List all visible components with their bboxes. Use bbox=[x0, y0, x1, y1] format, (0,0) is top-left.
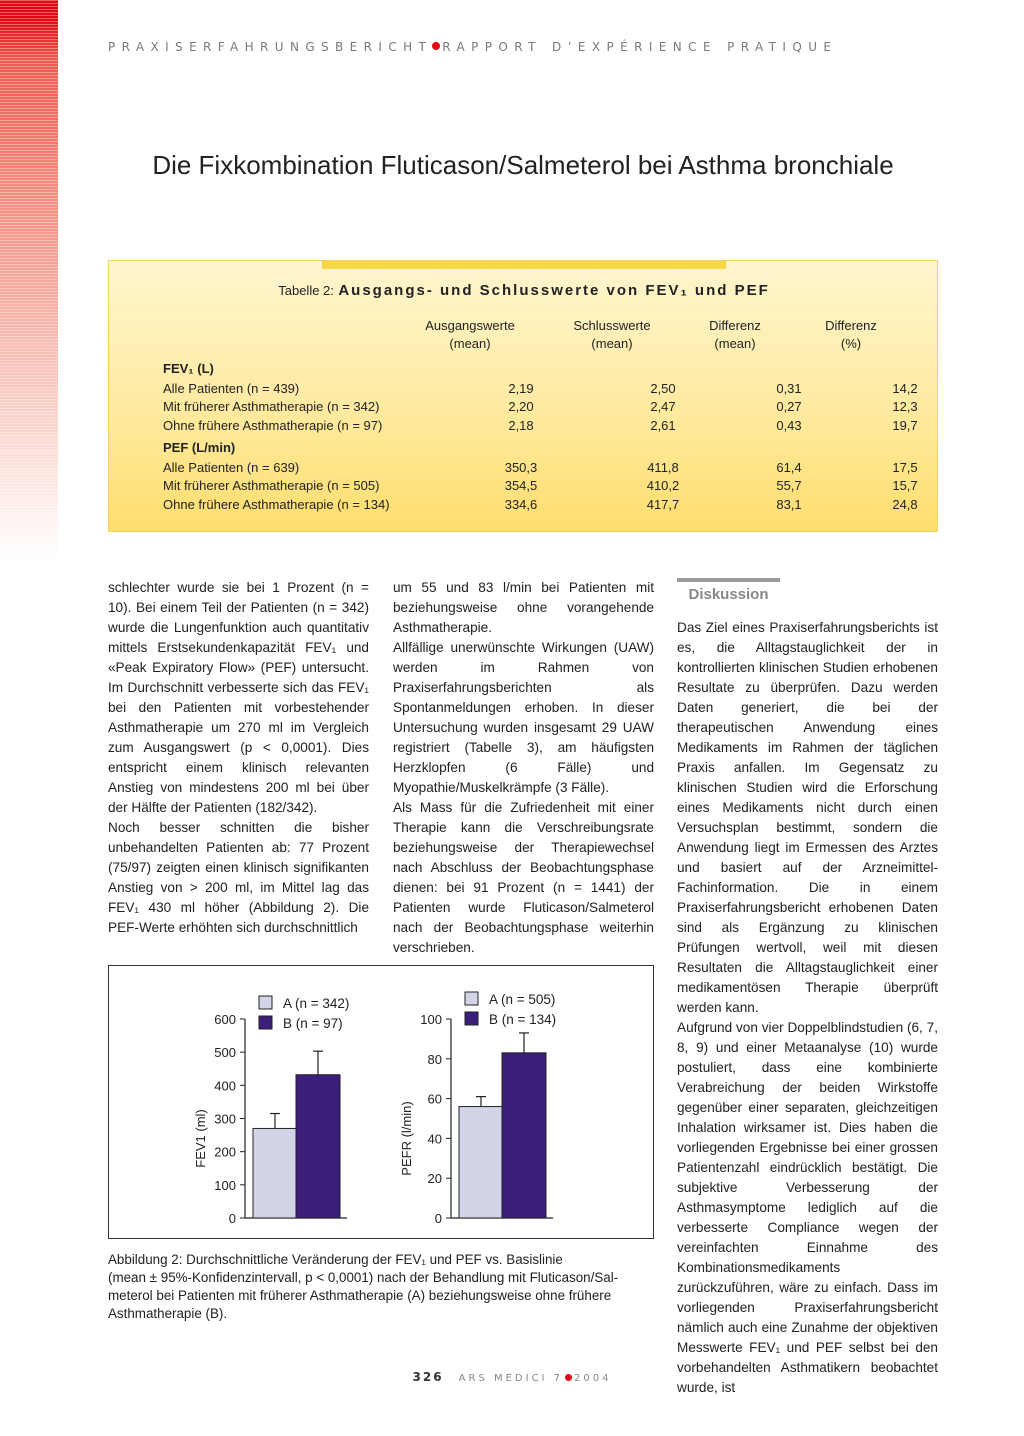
y-axis-title: PEFR (l/min) bbox=[399, 1101, 414, 1176]
paragraph: Noch besser schnitten die bisher unbehandelten Patienten ab: 77 Prozent (75/97) zeigten einen klinisch signifikanten Anstieg von > 200 ml, im Mittel lag das FEV₁ 430 ml höher (Abbildung 2). Die PEF-Werte erhöhten sich durchschnittlich bbox=[108, 820, 369, 935]
y-tick-label: 60 bbox=[427, 1091, 442, 1107]
y-tick-label: 400 bbox=[214, 1078, 236, 1094]
running-head-de: PRAXISERFAHRUNGSBERICHT bbox=[108, 40, 433, 54]
running-head bbox=[108, 40, 938, 54]
group-heading: FEV₁ (L) bbox=[163, 361, 214, 376]
group-heading: PEF (L/min) bbox=[163, 440, 236, 455]
table-title: Ausgangs- und Schlusswerte von FEV₁ und PEF bbox=[338, 282, 770, 299]
column-header: Schlusswerte (mean) bbox=[573, 318, 651, 351]
legend-swatch bbox=[465, 1012, 478, 1025]
legend-label: A (n = 342) bbox=[283, 996, 350, 1011]
paragraph: Als Mass für die Zufriedenheit mit einer Therapie kann die Verschreibungsrate beziehungsweise der Therapiewechsel nach Abschluss der Beobachtungsphase dienen: bei 91 Prozent (n = 1441) der Patienten wurde Fluticason/Salmeterol nach der Beobachtungsphase weiterhin verschrieben. bbox=[393, 800, 654, 955]
legend-swatch bbox=[259, 1016, 272, 1029]
legend-label: A (n = 505) bbox=[489, 992, 556, 1007]
y-tick-label: 100 bbox=[214, 1177, 236, 1193]
legend-label: B (n = 134) bbox=[489, 1012, 557, 1027]
decorative-side-stripe bbox=[0, 0, 58, 560]
column-header: Differenz (mean) bbox=[709, 318, 761, 351]
bullet-icon bbox=[432, 42, 440, 50]
legend-swatch bbox=[259, 996, 272, 1009]
table-row: Alle Patienten (n = 639) 350,3 411,8 61,4 17,5 bbox=[163, 460, 918, 475]
bar bbox=[502, 1053, 546, 1218]
article-title: Die Fixkombination Fluticason/Salmeterol bei Asthma bronchiale bbox=[152, 150, 894, 180]
paragraph: Das Ziel eines Praxiserfahrungsberichts ist es, die Alltagstauglichkeit der in kontrollierten klinischen Studien erhobenen Resultate zu überprüfen. Dazu werden Daten generiert, die bei der therapeutischen Anwendung eines Medikaments im Rahmen der täglichen Praxis anfallen. Im Gegensatz zu klinischen Studien wird die Erforschung eines Medikaments nicht durch einen Versuchsplan bestimmt, sondern die Anwendung liegt im Ermessen des Arztes und basiert auf der Arzneimittel-Fachinformation. Die in einem Praxiserfahrungsbericht erhobenen Daten sind als Ergänzung zu klinischen Prüfungen wertvoll, weil mit diesen Resultaten die Alltagstauglichkeit einer medikamentösen Therapie überprüft werden kann. bbox=[677, 620, 938, 1015]
page-footer bbox=[0, 1366, 1024, 1385]
column-header: Differenz (%) bbox=[825, 318, 877, 351]
body-column-1 bbox=[108, 578, 369, 938]
running-head-fr: RAPPORT D’EXPÉRIENCE PRATIQUE bbox=[442, 40, 838, 54]
y-tick-label: 40 bbox=[427, 1131, 442, 1147]
legend-label: B (n = 97) bbox=[283, 1016, 343, 1031]
table-row: Mit früherer Asthmatherapie (n = 505) 354,5 410,2 55,7 15,7 bbox=[163, 478, 918, 493]
paragraph: Aufgrund von vier Doppelblindstudien (6, 7, 8, 9) und einer Metaanalyse (10) wurde postuliert, dass eine kombinierte Verabreichung der beiden Wirkstoffe gegenüber einer separaten, gleichzeitigen Inhalation wirksamer ist. Dies haben die vorliegenden Ergebnisse bei einer grossen Patientenzahl eindrücklich bestätigt. Die subjektive Verbesserung der Asthmasymptome lediglich auf die verbesserte Compliance wegen der vereinfachten Einnahme des Kombinationsmedikaments zurückzuführen, wäre zu einfach. Dass im vorliegenden Praxiserfahrungsbericht nämlich auch eine Zunahme der objektiven Messwerte FEV₁ und PEF selbst bei den vorbehandelten Asthmatikern beobachtet wurde, ist bbox=[677, 1020, 938, 1395]
section-heading bbox=[677, 578, 780, 603]
y-tick-label: 500 bbox=[214, 1045, 236, 1061]
section-heading-text: Diskussion bbox=[688, 586, 769, 603]
body-column-2 bbox=[393, 578, 654, 958]
heading-rule bbox=[677, 578, 780, 582]
legend-swatch bbox=[465, 992, 478, 1005]
figure-charts bbox=[109, 966, 653, 1238]
journal-name: ARS MEDICI 7 bbox=[458, 1373, 564, 1384]
y-axis-title: FEV1 (ml) bbox=[193, 1109, 208, 1168]
y-tick-label: 0 bbox=[228, 1211, 236, 1226]
figure-caption: Abbildung 2: Durchschnittliche Veränderung der FEV₁ und PEF vs. Basislinie (mean ± 95%-Konfidenzintervall, p < 0,0001) nach der Behandlung mit Fluticason/Sal- meterol bei Patienten mit früherer Asthmatherapie (A) beziehungsweise ohne frühere Asthmatherapie (B). bbox=[108, 1252, 619, 1321]
journal-year: 2004 bbox=[574, 1373, 612, 1384]
table-row: Ohne frühere Asthmatherapie (n = 97) 2,18 2,61 0,43 19,7 bbox=[163, 418, 918, 433]
y-tick-label: 600 bbox=[214, 1012, 236, 1027]
paragraph: Allfällige unerwünschte Wirkungen (UAW) werden im Rahmen von Praxiserfahrungsberichten als Spontanmeldungen erhoben. In dieser Untersuchung wurden insgesamt 29 UAW registriert (Tabelle 3), am häufigsten Herzklopfen (6 Fälle) und Myopathie/Muskelkrämpfe (3 Fälle). bbox=[393, 640, 654, 795]
y-tick-label: 80 bbox=[427, 1051, 442, 1067]
table-row: Ohne frühere Asthmatherapie (n = 134) 334,6 417,7 83,1 24,8 bbox=[163, 497, 918, 512]
page-number: 326 bbox=[412, 1370, 444, 1384]
results-table bbox=[108, 260, 938, 532]
bar bbox=[253, 1128, 297, 1218]
paragraph: schlechter wurde sie bei 1 Prozent (n = 10). Bei einem Teil der Patienten (n = 342) wurde die Lungenfunktion auch quantitativ mittels Erstsekundenkapazität FEV₁ und «Peak Expiratory Flow» (PEF) untersucht. Im Durchschnitt verbesserte sich das FEV₁ bei den Patienten mit vorbestehender Asthmatherapie um 270 ml im Vergleich zum Ausgangswert (p < 0,0001). Dies entspricht einem klinisch relevanten Anstieg von mindestens 200 ml bei über der Hälfte der Patienten (182/342). bbox=[108, 580, 369, 815]
bar bbox=[459, 1107, 503, 1218]
y-tick-label: 100 bbox=[420, 1012, 442, 1027]
figure-frame bbox=[108, 965, 654, 1239]
column-header: Ausgangswerte (mean) bbox=[425, 318, 515, 351]
y-tick-label: 300 bbox=[214, 1111, 236, 1127]
paragraph: um 55 und 83 l/min bei Patienten mit beziehungsweise ohne vorangehende Asthmatherapie. bbox=[393, 580, 654, 635]
bullet-icon bbox=[565, 1374, 572, 1381]
table-row: Mit früherer Asthmatherapie (n = 342) 2,20 2,47 0,27 12,3 bbox=[163, 399, 918, 414]
table-label: Tabelle 2: bbox=[278, 283, 334, 298]
table-row: Alle Patienten (n = 439) 2,19 2,50 0,31 14,2 bbox=[163, 381, 918, 396]
y-tick-label: 0 bbox=[434, 1211, 442, 1226]
bar bbox=[296, 1075, 340, 1218]
y-tick-label: 200 bbox=[214, 1144, 236, 1160]
body-column-3 bbox=[677, 618, 938, 1398]
y-tick-label: 20 bbox=[427, 1171, 442, 1187]
